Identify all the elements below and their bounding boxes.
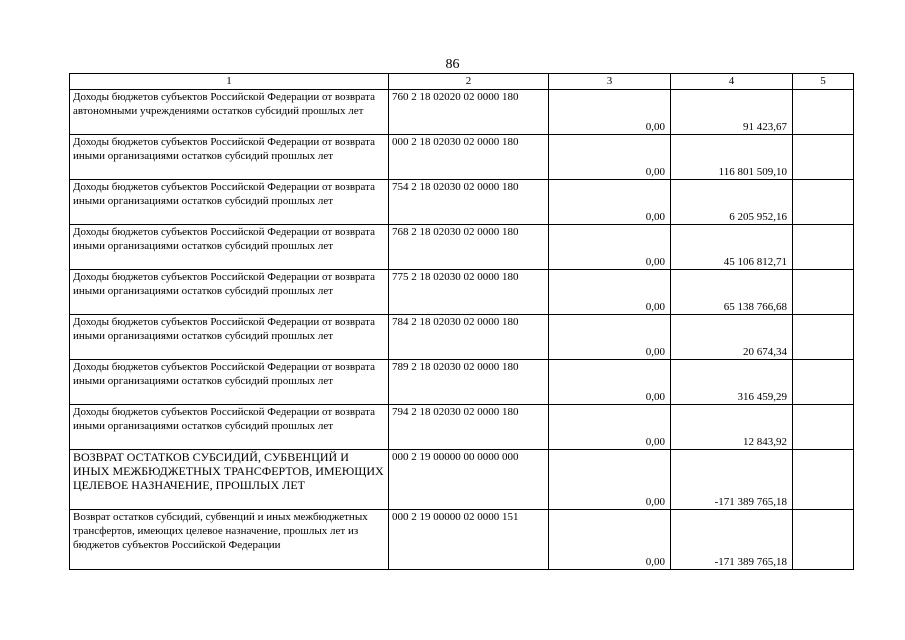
- row-col5: [793, 405, 854, 450]
- budget-table: [69, 73, 854, 570]
- row-col3: 0,00: [549, 180, 671, 225]
- row-name: Доходы бюджетов субъектов Российской Федерации от возврата иными организациями остатков субсидий прошлых лет: [70, 225, 389, 270]
- row-code: 768 2 18 02030 02 0000 180: [389, 225, 549, 270]
- row-code: 754 2 18 02030 02 0000 180: [389, 180, 549, 225]
- column-header: 5: [793, 74, 854, 90]
- row-col5: [793, 315, 854, 360]
- row-col3: 0,00: [549, 450, 671, 510]
- row-col4: 12 843,92: [671, 405, 793, 450]
- row-code: 000 2 18 02030 02 0000 180: [389, 135, 549, 180]
- row-col4: 316 459,29: [671, 360, 793, 405]
- row-col3: 0,00: [549, 405, 671, 450]
- row-col5: [793, 180, 854, 225]
- row-name: Доходы бюджетов субъектов Российской Федерации от возврата иными организациями остатков субсидий прошлых лет: [70, 405, 389, 450]
- page-number: 86: [445, 57, 460, 72]
- row-code: 000 2 19 00000 00 0000 000: [389, 450, 549, 510]
- row-col3: 0,00: [549, 135, 671, 180]
- table-row: [70, 405, 854, 450]
- column-header: 2: [389, 74, 549, 90]
- row-col3: 0,00: [549, 90, 671, 135]
- row-name: Доходы бюджетов субъектов Российской Федерации от возврата иными организациями остатков субсидий прошлых лет: [70, 360, 389, 405]
- row-col3: 0,00: [549, 360, 671, 405]
- row-name: Доходы бюджетов субъектов Российской Федерации от возврата иными организациями остатков субсидий прошлых лет: [70, 315, 389, 360]
- row-col5: [793, 510, 854, 570]
- row-col4: 20 674,34: [671, 315, 793, 360]
- row-col5: [793, 135, 854, 180]
- row-name: Доходы бюджетов субъектов Российской Федерации от возврата иными организациями остатков субсидий прошлых лет: [70, 135, 389, 180]
- column-header: 3: [549, 74, 671, 90]
- row-col5: [793, 225, 854, 270]
- column-header: 1: [70, 74, 389, 90]
- row-col5: [793, 360, 854, 405]
- table-row: [70, 180, 854, 225]
- table-row: [70, 135, 854, 180]
- row-col3: 0,00: [549, 270, 671, 315]
- row-col5: [793, 90, 854, 135]
- row-code: 794 2 18 02030 02 0000 180: [389, 405, 549, 450]
- row-name: Доходы бюджетов субъектов Российской Федерации от возврата иными организациями остатков субсидий прошлых лет: [70, 270, 389, 315]
- row-name: Доходы бюджетов субъектов Российской Федерации от возврата автономными учреждениями остатков субсидий прошлых лет: [70, 90, 389, 135]
- row-code: 789 2 18 02030 02 0000 180: [389, 360, 549, 405]
- row-col4: 45 106 812,71: [671, 225, 793, 270]
- row-col3: 0,00: [549, 510, 671, 570]
- row-code: 000 2 19 00000 02 0000 151: [389, 510, 549, 570]
- row-col4: -171 389 765,18: [671, 450, 793, 510]
- table-row: [70, 315, 854, 360]
- row-col3: 0,00: [549, 225, 671, 270]
- row-col4: 91 423,67: [671, 90, 793, 135]
- row-col5: [793, 270, 854, 315]
- row-col4: -171 389 765,18: [671, 510, 793, 570]
- row-col4: 116 801 509,10: [671, 135, 793, 180]
- table-row: [70, 270, 854, 315]
- row-col4: 65 138 766,68: [671, 270, 793, 315]
- table-row: [70, 225, 854, 270]
- column-header: 4: [671, 74, 793, 90]
- row-code: 760 2 18 02020 02 0000 180: [389, 90, 549, 135]
- row-name: Возврат остатков субсидий, субвенций и иных межбюджетных трансфертов, имеющих целевое назначение, прошлых лет из бюджетов субъектов Российской Федерации: [70, 510, 389, 570]
- table-row: [70, 450, 854, 510]
- row-name: Доходы бюджетов субъектов Российской Федерации от возврата иными организациями остатков субсидий прошлых лет: [70, 180, 389, 225]
- row-col5: [793, 450, 854, 510]
- table-row: [70, 90, 854, 135]
- row-col4: 6 205 952,16: [671, 180, 793, 225]
- row-col3: 0,00: [549, 315, 671, 360]
- row-code: 775 2 18 02030 02 0000 180: [389, 270, 549, 315]
- table-row: [70, 510, 854, 570]
- row-name: ВОЗВРАТ ОСТАТКОВ СУБСИДИЙ, СУБВЕНЦИЙ И ИНЫХ МЕЖБЮДЖЕТНЫХ ТРАНСФЕРТОВ, ИМЕЮЩИХ ЦЕЛЕВОЕ НАЗНАЧЕНИЕ, ПРОШЛЫХ ЛЕТ: [70, 450, 389, 510]
- table-row: [70, 360, 854, 405]
- row-code: 784 2 18 02030 02 0000 180: [389, 315, 549, 360]
- table-header-row: [70, 74, 854, 90]
